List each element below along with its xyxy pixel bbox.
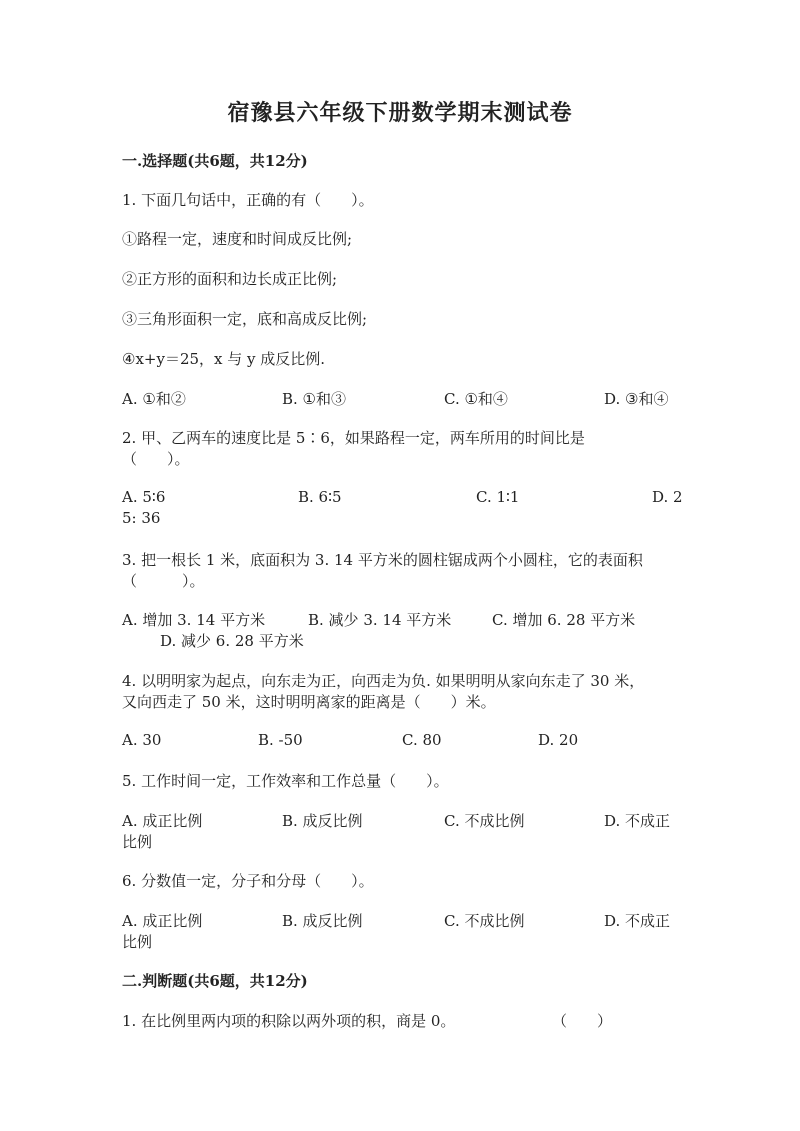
question-stem: 3. 把一根长 1 米，底面积为 3. 14 平方米的圆柱锯成两个小圆柱，它的表面积 [122, 551, 643, 569]
option-a: A. 成正比例 [122, 912, 203, 930]
section-heading-judgement: 二.判断题(共6题，共12分) [122, 972, 308, 990]
option-c: C. ①和④ [444, 390, 508, 408]
question-stem-cont: 又向西走了 50 米，这时明明离家的距离是（ ）米。 [122, 693, 496, 711]
option-b: B. 成反比例 [282, 912, 363, 930]
option-d: D. 2 [652, 488, 683, 506]
option-c: C. 不成比例 [444, 812, 525, 830]
option-b: B. ①和③ [282, 390, 347, 408]
option-b: B. -50 [258, 731, 303, 749]
option-a: A. ①和② [122, 390, 186, 408]
question-stem: 1. 在比例里两内项的积除以两外项的积，商是 0。 [122, 1012, 456, 1030]
option-d: D. 20 [538, 731, 579, 749]
option-a: A. 30 [122, 731, 162, 749]
option-d: D. 不成正 [604, 812, 671, 830]
question-stem: 6. 分数值一定，分子和分母（ ）。 [122, 872, 374, 890]
question-stem-cont: （ ）。 [122, 572, 205, 590]
option-c: C. 增加 6. 28 平方米 [492, 611, 636, 629]
option-d-cont: 比例 [122, 833, 153, 851]
question-stem: 5. 工作时间一定，工作效率和工作总量（ ）。 [122, 772, 449, 790]
question-stem: 4. 以明明家为起点，向东走为正，向西走为负. 如果明明从家向东走了 30 米， [122, 672, 645, 690]
option-d: D. 不成正 [604, 912, 671, 930]
option-a: A. 成正比例 [122, 812, 203, 830]
statement-4: ④x+y＝25，x 与 y 成反比例. [122, 350, 326, 368]
question-stem-cont: （ ）。 [122, 450, 190, 468]
option-c: C. 不成比例 [444, 912, 525, 930]
option-c: C. 80 [402, 731, 442, 749]
statement-3: ③三角形面积一定，底和高成反比例; [122, 310, 368, 328]
question-stem: 2. 甲、乙两车的速度比是 5∶6，如果路程一定，两车所用的时间比是 [122, 429, 585, 447]
page-title: 宿豫县六年级下册数学期末测试卷 [227, 100, 573, 126]
section-heading-choice: 一.选择题(共6题，共12分) [122, 152, 308, 170]
option-d: D. ③和④ [604, 390, 669, 408]
option-a: A. 增加 3. 14 平方米 [122, 611, 266, 629]
answer-blank: （ ） [552, 1012, 613, 1030]
question-stem: 1. 下面几句话中，正确的有（ ）。 [122, 191, 374, 209]
statement-2: ②正方形的面积和边长成正比例; [122, 270, 338, 288]
option-c: C. 1∶1 [476, 488, 520, 506]
option-d: D. 减少 6. 28 平方米 [160, 632, 304, 650]
option-a: A. 5∶6 [122, 488, 166, 506]
option-b: B. 成反比例 [282, 812, 363, 830]
option-d-cont: 比例 [122, 933, 153, 951]
option-b: B. 6∶5 [298, 488, 342, 506]
option-d-cont: 5: 36 [122, 509, 161, 527]
statement-1: ①路程一定，速度和时间成反比例; [122, 230, 353, 248]
option-b: B. 减少 3. 14 平方米 [308, 611, 452, 629]
